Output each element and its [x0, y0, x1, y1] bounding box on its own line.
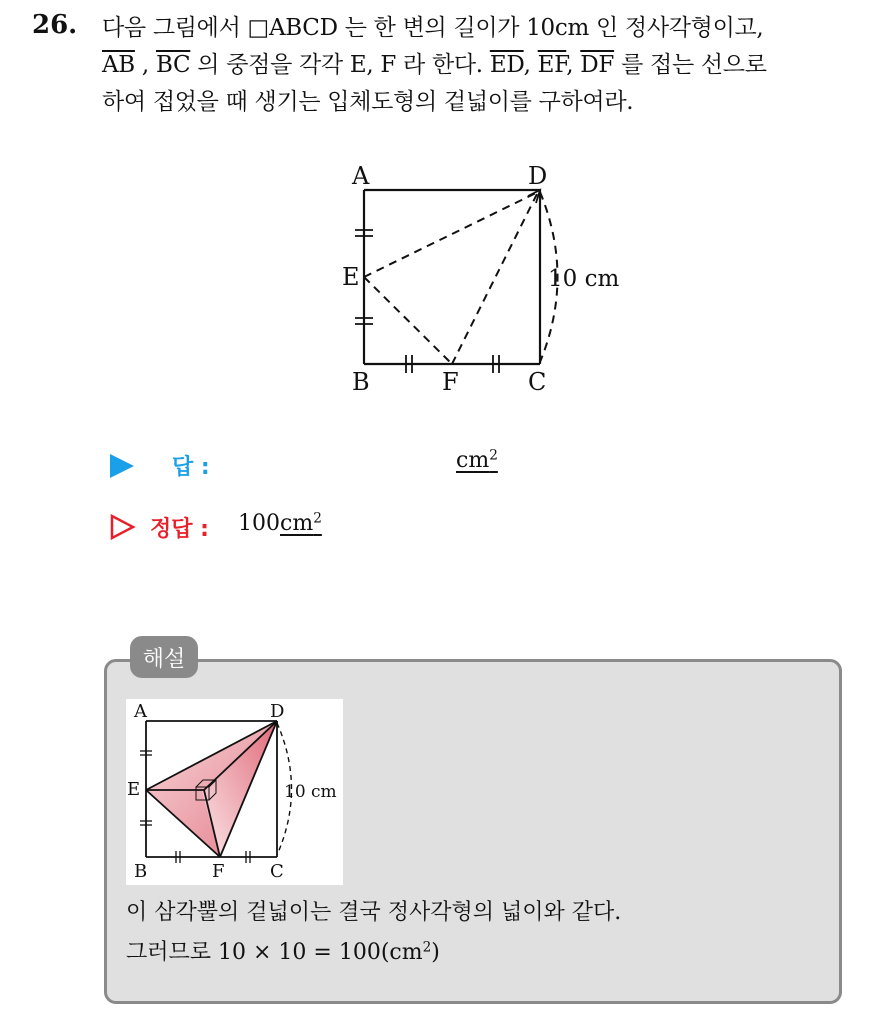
answer-unit-text: cm: [456, 448, 490, 473]
question-mid-text: 의 중점을 각각 E, F 라 한다.: [190, 52, 490, 78]
question-sep-2: ,: [523, 52, 538, 78]
solution-unit: [280, 511, 322, 536]
question-text: [102, 10, 872, 121]
small-label-a: A: [134, 701, 147, 722]
segment-ab: $\overline{AB}$: [102, 52, 135, 78]
answer-unit-exponent: 2: [489, 447, 498, 464]
question-sep-3: ,: [566, 52, 581, 78]
small-label-c: C: [270, 861, 284, 882]
equal-tick-marks: [355, 230, 499, 373]
label-b: B: [352, 368, 370, 396]
small-label-d: D: [270, 701, 285, 722]
answer-label: 답 :: [172, 455, 210, 480]
label-c: C: [528, 368, 547, 396]
segment-df: $\overline{DF}$: [580, 52, 615, 78]
solution-label: 정답 :: [150, 517, 209, 542]
small-label-e: E: [127, 779, 141, 800]
side-length-label: 10 cm: [548, 266, 620, 292]
label-e: E: [342, 263, 360, 291]
explanation-tab: [130, 636, 198, 678]
question-number: 26.: [32, 10, 78, 40]
answer-unit: [456, 448, 498, 473]
solution-unit-text: cm: [280, 511, 314, 536]
outline-arrow-icon: [110, 514, 136, 540]
small-side-label: 10 cm: [284, 782, 337, 802]
label-a: A: [352, 162, 370, 190]
explanation-text: [126, 893, 826, 973]
fold-line-df: [452, 192, 538, 364]
question-line-1: 다음 그림에서 □ABCD 는 한 변의 길이가 10cm 인 정사각형이고,: [102, 15, 764, 41]
question-line-2: [102, 47, 872, 84]
segment-ed: $\overline{ED}$: [489, 52, 524, 78]
square-fold-figure: [330, 160, 650, 400]
segment-bc: $\overline{BC}$: [155, 52, 191, 78]
question-sep-1: ,: [134, 52, 156, 78]
solution-number: 100: [238, 511, 280, 536]
solution-row: [110, 510, 610, 546]
label-d: D: [528, 162, 548, 190]
explanation-line-2: [126, 933, 826, 973]
explanation-line-2-prefix: 그러므로 10 × 10 = 100(cm: [126, 940, 423, 965]
explanation-line-2-suffix: ): [431, 940, 440, 965]
small-label-f: F: [212, 861, 225, 882]
solution-value: [238, 511, 322, 536]
explanation-line-1: 이 삼각뿔의 겉넓이는 결국 정사각형의 넓이와 같다.: [126, 900, 622, 925]
label-f: F: [442, 368, 459, 396]
pyramid-net-figure: [126, 699, 343, 885]
explanation-tab-label: 해설: [142, 646, 186, 672]
small-label-b: B: [134, 861, 148, 882]
play-arrow-icon: [110, 454, 134, 478]
fold-line-ed: [364, 192, 538, 277]
question-line-3: 하여 접었을 때 생기는 입체도형의 겉넓이를 구하여라.: [102, 89, 634, 115]
question-end-text: 를 접는 선으로: [614, 52, 767, 78]
explanation-exponent: 2: [422, 939, 432, 956]
answer-row: [110, 448, 610, 484]
fold-line-ef: [364, 277, 452, 364]
solution-unit-exponent: 2: [313, 510, 322, 527]
segment-ef: $\overline{EF}$: [537, 52, 567, 78]
